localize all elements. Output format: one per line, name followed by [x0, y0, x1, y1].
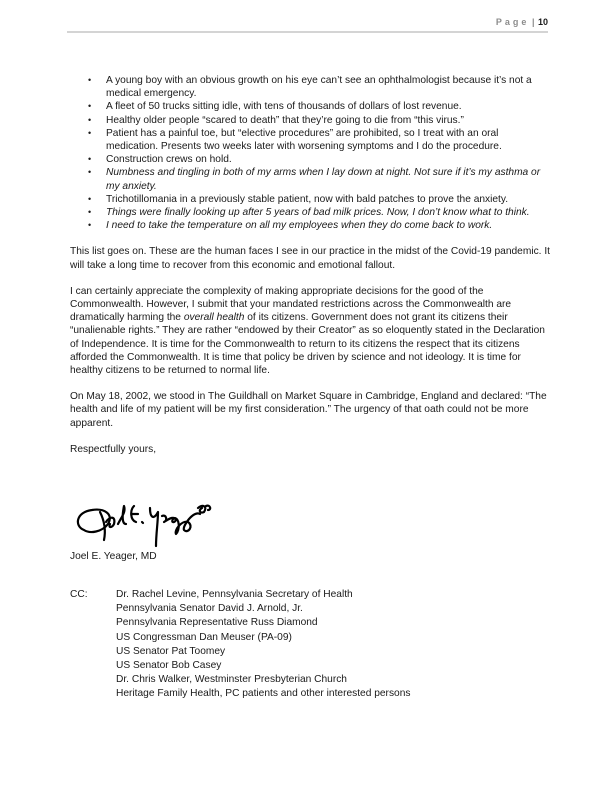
letter-body [70, 74, 550, 456]
paragraph-emphasis: overall health [183, 312, 245, 324]
cc-recipient: Dr. Rachel Levine, Pennsylvania Secretary of Health [116, 589, 353, 600]
list-item-text: Patient has a painful toe, but “elective procedures” are prohibited, so I treat with an oral medication. Presents two weeks later with worsening symptoms and I do the procedure. [106, 127, 502, 153]
list-item [70, 206, 550, 219]
list-item-text: I need to take the temperature on all my employees when they do come back to work. [106, 220, 493, 232]
list-item [70, 74, 550, 100]
bullet-icon: • [88, 207, 92, 218]
cc-recipient-list [116, 588, 410, 702]
list-item [70, 166, 550, 192]
page-header [67, 15, 548, 33]
paragraph-text: of its citizens. Government does not grant its citizens their “unalienable rights.” They are rather “endowed by their Creator” as so eloquently stated in the Declaration of Independence. It is time for the Commonwealth to return to its citizens the respect that its citizens afforded the Commonwealth. It is time that policy be driven by science and not ideology. It is time for healthy citizens to be returned to normal life. [70, 312, 545, 377]
cc-recipient: Heritage Family Health, PC patients and other interested persons [116, 688, 411, 700]
cc-recipient: US Senator Pat Toomey [116, 645, 226, 657]
list-item [70, 114, 550, 127]
cc-label: CC: [70, 589, 88, 600]
bullet-icon: • [88, 220, 92, 231]
page-word: Page [495, 17, 530, 27]
list-item [70, 100, 550, 113]
paragraph-commonwealth [70, 285, 550, 377]
list-item-text: Construction crews on hold. [106, 154, 232, 166]
list-item-text: Things were finally looking up after 5 years of bad milk prices. Now, I don’t know what to think. [106, 207, 530, 219]
list-item [70, 193, 550, 206]
cc-recipient: US Senator Bob Casey [116, 660, 222, 672]
cc-recipient: Dr. Chris Walker, Westminster Presbyterian Church [116, 674, 347, 686]
paragraph-text: I can certainly appreciate the complexity of making appropriate decisions for the good of the Commonwealth. However, I submit that your mandated restrictions across the Commonwealth are dramatically harming the [70, 285, 512, 324]
bullet-icon: • [88, 193, 92, 204]
cc-recipient: US Congressman Dan Meuser (PA-09) [116, 631, 292, 643]
page-number: 10 [537, 17, 548, 27]
list-item-text: Trichotillomania in a previously stable patient, now with bald patches to prove the anxiety. [106, 193, 509, 205]
bullet-icon: • [88, 75, 92, 85]
signer-name: Joel E. Yeager, MD [70, 551, 157, 562]
page-separator: | [531, 17, 535, 27]
bullet-icon: • [88, 101, 92, 112]
list-item-text: A young boy with an obvious growth on his eye can’t see an ophthalmologist because it’s not a medical emergency. [106, 75, 532, 100]
list-item-text: Healthy older people “scared to death” that they’re going to die from “this virus.” [106, 114, 464, 126]
list-item [70, 219, 550, 232]
cc-recipient: Pennsylvania Representative Russ Diamond [116, 617, 318, 629]
paragraph-oath: On May 18, 2002, we stood in The Guildhall on Market Square in Cambridge, England and declared: “The health and life of my patient will be my first consideration.” The urgency of that oath could not be more apparent. [70, 391, 547, 429]
bullet-list [70, 74, 550, 232]
list-item [70, 153, 550, 166]
page-number-label [496, 17, 548, 27]
list-item-text: Numbness and tingling in both of my arms when I lay down at night. Not sure if it’s my asthma or my anxiety. [106, 167, 541, 192]
signature-image [70, 490, 230, 550]
paragraph-human-faces: This list goes on. These are the human faces I see in our practice in the midst of the Covid-19 pandemic. It will take a long time to recover from this economic and emotional fallout. [70, 246, 551, 271]
list-item [70, 127, 550, 153]
bullet-icon: • [88, 127, 92, 138]
bullet-icon: • [88, 167, 92, 178]
closing-salutation: Respectfully yours, [70, 443, 157, 455]
bullet-icon: • [88, 114, 92, 125]
cc-recipient: Pennsylvania Senator David J. Arnold, Jr. [116, 603, 303, 615]
bullet-icon: • [88, 154, 92, 165]
list-item-text: A fleet of 50 trucks sitting idle, with tens of thousands of dollars of lost revenue. [106, 101, 462, 113]
